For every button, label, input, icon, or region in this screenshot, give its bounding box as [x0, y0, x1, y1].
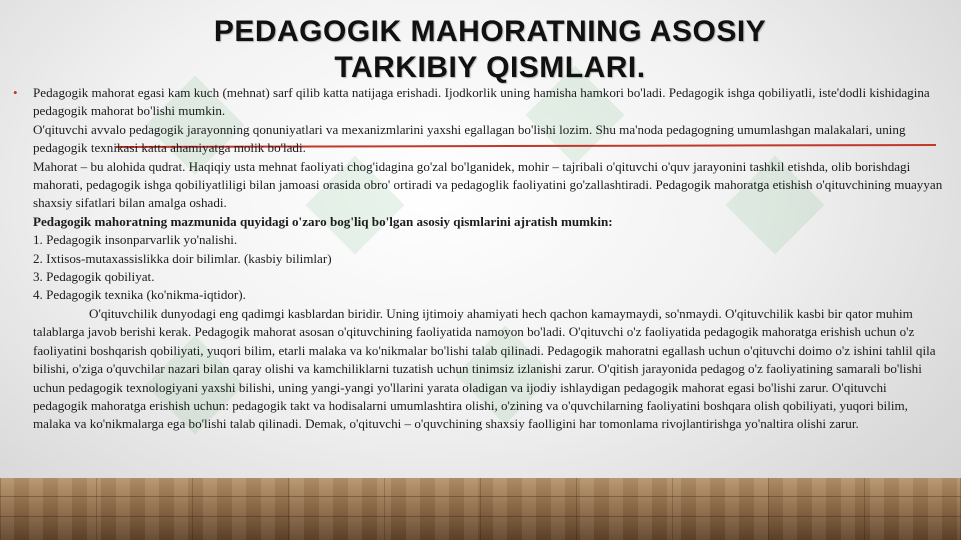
slide-title-line-1: PEDAGOGIK MAHORATNING ASOSIY [213, 15, 767, 48]
slide-body [13, 84, 943, 434]
bullet-marker: • [13, 85, 18, 100]
list-item: 3. Pedagogik qobiliyat. [33, 269, 155, 285]
paragraph-mastery: Mahorat – bu alohida qudrat. Haqiqiy usta mehnat faoliyati chog'idagina go'zal bo'lganidek, mohir – tajribali o'qituvchi o'quv jarayonini tashkil etishda, olib borishdagi mahorati, pedagogik ishga qobiliyatliligi bilan jamoasi orasida obro' ortiradi va pedagoglik faoliyatini go'zallashtiradi. Pedagogik mahoratga etishish o'qituvchining muayyan shaxsiy sifatlari bilan amalga oshadi. [33, 158, 943, 211]
list-item: 4. Pedagogik texnika (ko'nikma-iqtidor). [33, 287, 246, 303]
slide-title-line-2: TARKIBIY QISMLARI. [334, 51, 646, 84]
wooden-floor [0, 478, 961, 540]
paragraph-teacher: O'qituvchi avvalo pedagogik jarayonning qonuniyatlari va mexanizmlarini yaxshi egallagan bo'lishi lozim. Shu ma'noda pedagogning umumlashgan malakalari, uning pedagogik texnikasi katta ahamiyatga molik bo'ladi. [33, 121, 906, 156]
list-item: 1. Pedagogik insonparvarlik yo'nalishi. [33, 232, 238, 248]
list-item: 2. Ixtisos-mutaxassislikka doir bilimlar. (kasbiy bilimlar) [33, 250, 332, 266]
paragraph-components-heading: Pedagogik mahoratning mazmunida quyidagi o'zaro bog'liq bo'lgan asosiy qismlarini ajratish mumkin: [33, 213, 613, 229]
paragraph-intro: Pedagogik mahorat egasi kam kuch (mehnat) sarf qilib katta natijaga erishadi. Ijodkorlik uning hamisha hamkori bo'ladi. Pedagogik ishga qobiliyatli, iste'dodli kishidagina pedagogik mahorat bo'lishi mumkin. [33, 85, 930, 119]
paragraph-profession: O'qituvchilik dunyodagi eng qadimgi kasblardan biridir. Uning ijtimoiy ahamiyati hech qachon kamaymaydi, so'nmaydi. O'qituvchilik kasbi bir qator muhim talablarga javob berishi kerak. Pedagogik mahorat asosan o'qituvchining faoliyatida namoyon bo'ladi. O'qituvchi o'z faoliyatida pedagogik mahoratga erishish uchun o'z faoliyatini boshqarish qobiliyati, yuqori bilim, etarli malaka va ko'nikmalar bo'lishi talab qilinadi. Pedagogik mahoratni egallash uchun o'qituvchi doimo o'z ishini tahlil qila bilishi, o'ziga o'quvchilar nazari bilan qaray olishi va kamchiliklarni tuzatish uchun tinimsiz izlanishi zarur. O'qitish jarayonida pedagog o'z faoliyatining samarali bo'lishi uchun pedagogik texnologiyani yaxshi bilishi, uning yangi-yangi yo'llarini yarata oladigan va ijodiy ishlaydigan pedagogik mahorat egasi bo'lishi zarur. O'qituvchi pedagogik mahoratga erishish uchun: pedagogik takt va hodisalarni umumlashtira olishi, o'zining va o'quvchilarning faoliyatini boshqara olish qobiliyati, yuqori bilim, malaka va ko'nikmalarga ega bo'lishi talab qilinadi. Demak, o'qituvchi – o'quvchining shaxsiy faolligini har tomonlama rivojlantirishga yo'naltira olishi zarur. [33, 305, 936, 432]
slide-title [120, 14, 860, 86]
